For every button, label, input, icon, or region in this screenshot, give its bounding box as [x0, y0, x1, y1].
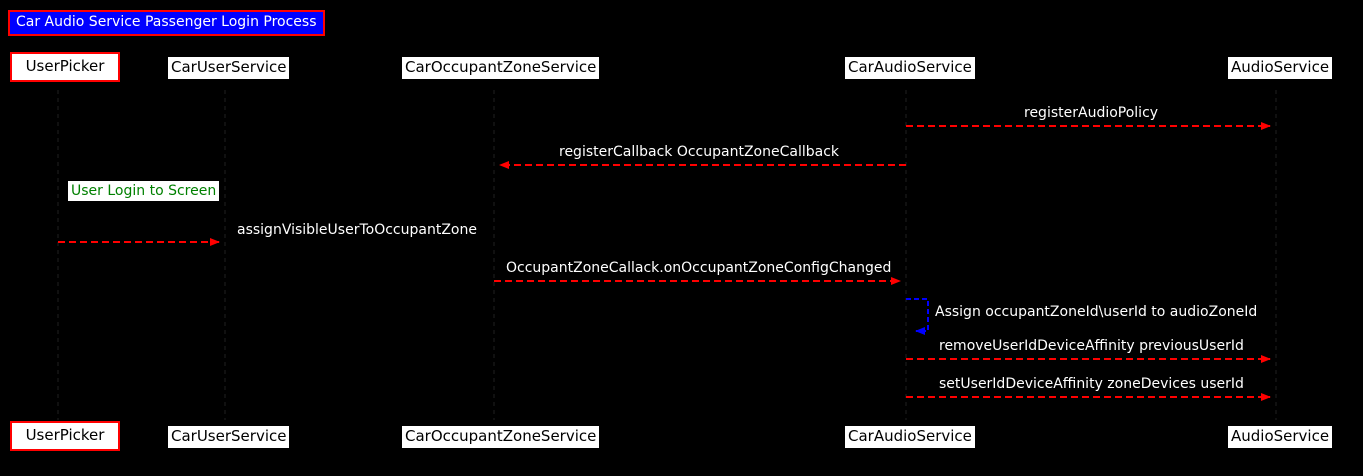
message-label-occupant-zone-config-changed: OccupantZoneCallack.onOccupantZoneConfigChanged: [506, 260, 892, 276]
diagram-title: Car Audio Service Passenger Login Process: [8, 10, 325, 36]
message-label-remove-user-id-device-affinity: removeUserIdDeviceAffinity previousUserId: [939, 338, 1244, 354]
message-label-set-user-id-device-affinity: setUserIdDeviceAffinity zoneDevices userId: [939, 376, 1244, 392]
note-user-login-to-screen: User Login to Screen: [68, 181, 219, 201]
lifeline-audioservice[interactable]: AudioService: [1228, 57, 1332, 79]
footer-lifeline-caroccupantzoneservice[interactable]: CarOccupantZoneService: [402, 426, 599, 448]
self-message-label-assign-audio-zone: Assign occupantZoneId\userId to audioZoneId: [935, 304, 1258, 320]
footer-lifeline-userpicker[interactable]: UserPicker: [10, 421, 120, 451]
footer-lifeline-caruserservice[interactable]: CarUserService: [168, 426, 289, 448]
lifeline-caroccupantzoneservice[interactable]: CarOccupantZoneService: [402, 57, 599, 79]
message-label-assign-visible-user: assignVisibleUserToOccupantZone: [237, 222, 477, 238]
message-label-register-callback: registerCallback OccupantZoneCallback: [559, 144, 840, 160]
lifeline-caruserservice[interactable]: CarUserService: [168, 57, 289, 79]
message-label-register-audio-policy: registerAudioPolicy: [1024, 105, 1159, 121]
lifeline-userpicker[interactable]: UserPicker: [10, 52, 120, 82]
footer-lifeline-caraudioservice[interactable]: CarAudioService: [845, 426, 975, 448]
lifeline-caraudioservice[interactable]: CarAudioService: [845, 57, 975, 79]
footer-lifeline-audioservice[interactable]: AudioService: [1228, 426, 1332, 448]
